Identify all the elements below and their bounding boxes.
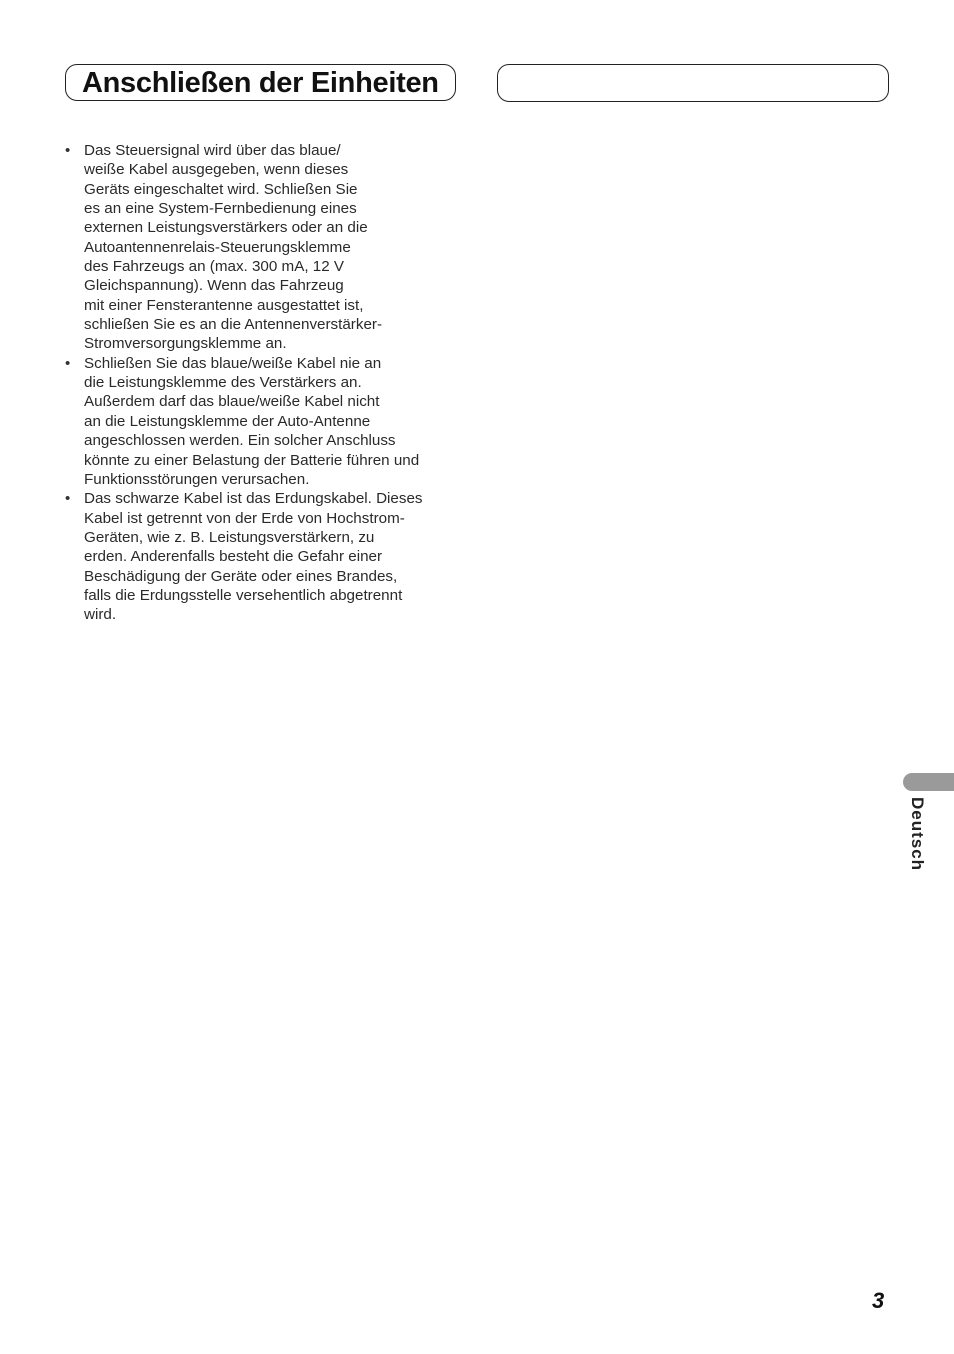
bullet-text-line: des Fahrzeugs an (max. 300 mA, 12 V — [84, 258, 345, 276]
empty-header-frame — [497, 64, 889, 102]
bullet-marker: • — [65, 354, 71, 372]
bullet-text-line: Stromversorgungsklemme an. — [84, 335, 287, 353]
bullet-text-line: Gleichspannung). Wenn das Fahrzeug — [84, 277, 344, 295]
bullet-text-line: Autoantennenrelais-Steuerungsklemme — [84, 238, 351, 256]
bullet-text-line: externen Leistungsverstärkers oder an die — [84, 219, 368, 237]
bullet-text-line: weiße Kabel ausgegeben, wenn dieses — [84, 161, 349, 179]
bullet-item — [64, 354, 464, 489]
bullet-text-line: an die Leistungsklemme der Auto-Antenne — [84, 412, 371, 430]
bullet-text-line: Außerdem darf das blaue/weiße Kabel nicht — [84, 393, 380, 411]
bullet-item — [64, 489, 464, 624]
bullet-text-line: falls die Erdungsstelle versehentlich abgetrennt — [84, 586, 403, 604]
bullet-text-line: erden. Anderenfalls besteht die Gefahr einer — [84, 548, 383, 566]
language-tab — [903, 773, 954, 791]
bullet-marker: • — [65, 490, 71, 508]
bullet-text-line: Geräts eingeschaltet wird. Schließen Sie — [84, 180, 358, 198]
section-title: Anschließen der Einheiten — [82, 67, 439, 99]
bullet-text-line: mit einer Fensterantenne ausgestattet ist, — [84, 296, 364, 314]
notes-bullet-list — [64, 141, 464, 625]
bullet-text-line: Geräten, wie z. B. Leistungsverstärkern, zu — [84, 528, 375, 546]
bullet-text-line: angeschlossen werden. Ein solcher Anschluss — [84, 432, 396, 450]
bullet-text-line: Funktionsstörungen verursachen. — [84, 470, 310, 488]
bullet-text-line: Das Steuersignal wird über das blaue/ — [84, 142, 341, 159]
bullet-text-line: es an eine System-Fernbedienung eines — [84, 200, 357, 218]
bullet-marker: • — [65, 142, 71, 159]
bullet-text-line: Beschädigung der Geräte oder eines Brandes, — [84, 567, 398, 585]
bullet-text-line: Kabel ist getrennt von der Erde von Hochstrom- — [84, 509, 405, 527]
bullet-text-line: schließen Sie es an die Antennenverstärker- — [84, 316, 383, 334]
bullet-item — [64, 141, 464, 354]
bullet-text-line: könnte zu einer Belastung der Batterie führen und — [84, 451, 420, 469]
bullet-text-line: Das schwarze Kabel ist das Erdungskabel. Dieses — [84, 490, 423, 508]
page-number: 3 — [872, 1288, 885, 1313]
bullet-text-line: wird. — [84, 606, 117, 624]
language-tab-label: Deutsch — [908, 797, 927, 872]
bullet-text-line: die Leistungsklemme des Verstärkers an. — [84, 374, 362, 392]
bullet-text-line: Schließen Sie das blaue/weiße Kabel nie an — [84, 354, 382, 372]
